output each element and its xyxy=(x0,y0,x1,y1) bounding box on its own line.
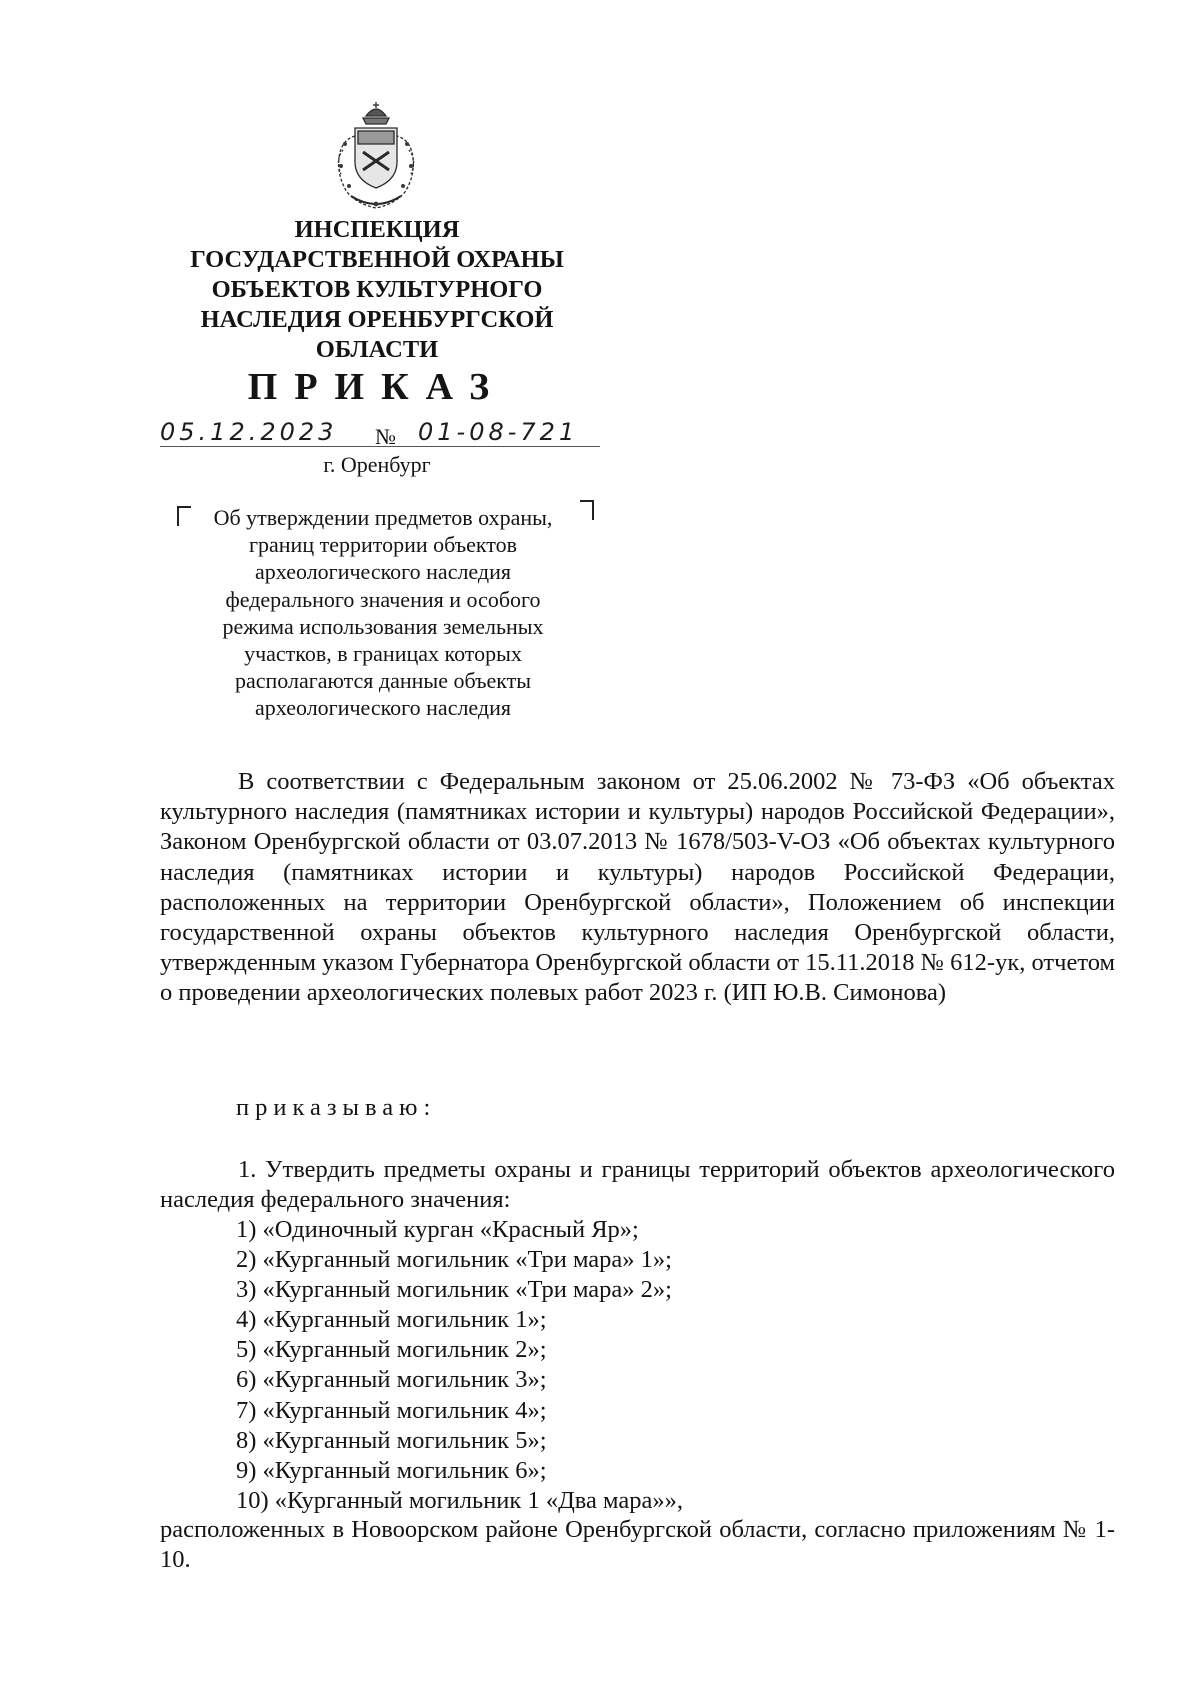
agency-line: ГОСУДАРСТВЕННОЙ ОХРАНЫ xyxy=(190,246,564,273)
preamble-paragraph: В соответствии с Федеральным законом от 25.06.2002 № 73-ФЗ «Об объектах культурного наследия (памятниках истории и культуры) народов Российской Федерации», Законом Оренбургской области от 03.07.2013 № 1678/503-V-ОЗ «Об объектах культурного наследия (памятниках истории и культуры) народов Российской Федерации, расположенных на территории Оренбургской области», Положением об инспекции государственной охраны объектов культурного наследия Оренбургской области, утвержденным указом Губернатора Оренбургской области от 15.11.2018 № 612-ук, отчетом о проведении археологических полевых работ 2023 г. (ИП Ю.В. Симонова) xyxy=(160,768,1115,1007)
list-item: 6) «Курганный могильник 3»; xyxy=(236,1366,547,1394)
list-item: 2) «Курганный могильник «Три мара» 1»; xyxy=(236,1246,672,1274)
agency-line: НАСЛЕДИЯ ОРЕНБУРГСКОЙ xyxy=(200,306,554,333)
number-sign: № xyxy=(375,424,396,449)
list-item: 1) «Одиночный курган «Красный Яр»; xyxy=(236,1216,639,1243)
list-item: 10) «Курганный могильник 1 «Два мара»», xyxy=(236,1486,683,1514)
city: г. Оренбург xyxy=(323,452,431,477)
subject-block xyxy=(183,504,583,722)
subject-line: располагаются данные объекты xyxy=(234,668,532,694)
list-item: 8) «Курганный могильник 5»; xyxy=(236,1426,547,1454)
objects-list xyxy=(236,1215,683,1516)
subject-line: участков, в границах которых xyxy=(244,641,522,667)
coat-of-arms-icon xyxy=(333,100,419,212)
agency-line: ОБЪЕКТОВ КУЛЬТУРНОГО xyxy=(211,276,543,303)
list-item: 3) «Курганный могильник «Три мара» 2»; xyxy=(236,1276,672,1304)
date-number-line xyxy=(160,418,600,450)
item1-intro-paragraph: 1. Утвердить предметы охраны и границы территорий объектов археологического наследия федерального значения: xyxy=(160,1156,1115,1213)
document-type-title: ПРИКАЗ xyxy=(247,366,507,408)
agency-name xyxy=(163,215,591,365)
list-item: 4) «Курганный могильник 1»; xyxy=(236,1306,547,1334)
item1-outro-paragraph: расположенных в Новоорском районе Оренбургской области, согласно приложениям № 1-10. xyxy=(160,1516,1115,1573)
list-item: 9) «Курганный могильник 6»; xyxy=(236,1456,547,1484)
date-underline xyxy=(160,446,600,447)
agency-line: ОБЛАСТИ xyxy=(315,336,439,363)
list-item: 5) «Курганный могильник 2»; xyxy=(236,1336,547,1364)
list-item: 7) «Курганный могильник 4»; xyxy=(236,1396,547,1424)
agency-line: ИНСПЕКЦИЯ xyxy=(294,216,460,243)
subject-line: Об утверждении предметов охраны, xyxy=(213,505,553,530)
handwritten-date: 05.12.2023 xyxy=(160,418,338,446)
subject-line: федерального значения и особого xyxy=(225,586,541,612)
subject-line: режима использования земельных xyxy=(222,613,544,639)
subject-line: археологического наследия xyxy=(255,695,511,721)
handwritten-number: 01-08-721 xyxy=(418,418,579,446)
subject-line: границ территории объектов xyxy=(248,532,518,558)
order-verb: приказываю: xyxy=(236,1094,437,1121)
subject-line: археологического наследия xyxy=(255,559,511,585)
